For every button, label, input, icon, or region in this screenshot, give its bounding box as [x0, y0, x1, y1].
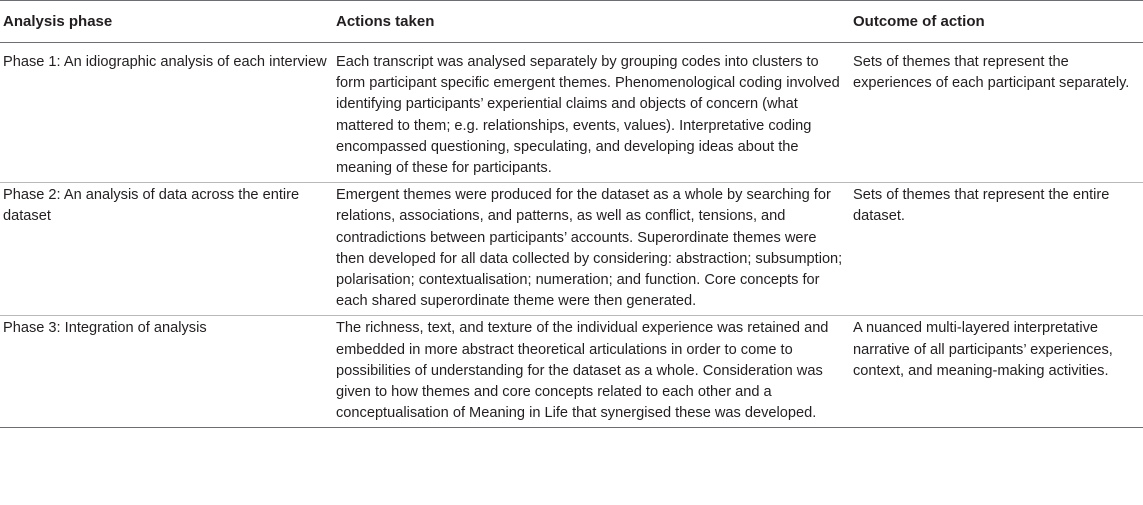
actions-cell	[333, 316, 850, 428]
phase-text: Phase 1: An idiographic analysis of each interview	[3, 54, 327, 70]
table-row	[0, 316, 1143, 428]
phase-cell	[0, 183, 333, 316]
table-row	[0, 183, 1143, 316]
actions-cell	[333, 183, 850, 316]
outcome-cell	[850, 316, 1143, 428]
outcome-cell	[850, 43, 1143, 183]
phase-text: Phase 3: Integration of analysis	[3, 320, 207, 337]
actions-text: Emergent themes were produced for the dataset as a whole by searching for relations, associations, and patterns, as well as conflict, tensions, and contradictions between participants’ accounts. Superordinate themes were then developed for all data collected by considering: abstraction; subsumption; polarisation; contextualisation; numeration; and function. Core concepts for each shared superordinate theme were then generated.	[336, 187, 843, 310]
table-body	[0, 43, 1143, 428]
actions-text: Each transcript was analysed separately by grouping codes into clusters to form participant specific emergent themes. Phenomenological coding involved identifying participants’ experiential claims and objects of concern (what mattered to them; e.g. relationships, events, values). Interpretative coding encompassed questioning, speculating, and developing ideas about the meaning of these for participants.	[336, 54, 840, 177]
outcome-text: Sets of themes that represent the entire dataset.	[853, 187, 1110, 225]
actions-cell	[333, 43, 850, 183]
phase-text: Phase 2: An analysis of data across the entire dataset	[3, 187, 300, 225]
phase-cell	[0, 43, 333, 183]
outcome-cell	[850, 183, 1143, 316]
table-header	[0, 1, 1143, 43]
header-row	[0, 1, 1143, 43]
actions-text: The richness, text, and texture of the individual experience was retained and embedded in more abstract theoretical articulations in order to come to possibilities of understanding for the dataset as a whole. Consideration was given to how themes and core concepts related to each other and a conceptualisation of Meaning in Life that synergised these was developed.	[336, 320, 829, 422]
header-actions-taken: Actions taken	[333, 1, 850, 43]
table-row	[0, 43, 1143, 183]
phase-cell	[0, 316, 333, 428]
outcome-text: Sets of themes that represent the experiences of each participant separately.	[853, 54, 1130, 92]
header-outcome-of-action: Outcome of action	[850, 1, 1143, 43]
header-analysis-phase: Analysis phase	[0, 1, 333, 43]
outcome-text: A nuanced multi-layered interpretative narrative of all participants’ experiences, context, and meaning-making activities.	[853, 320, 1113, 379]
